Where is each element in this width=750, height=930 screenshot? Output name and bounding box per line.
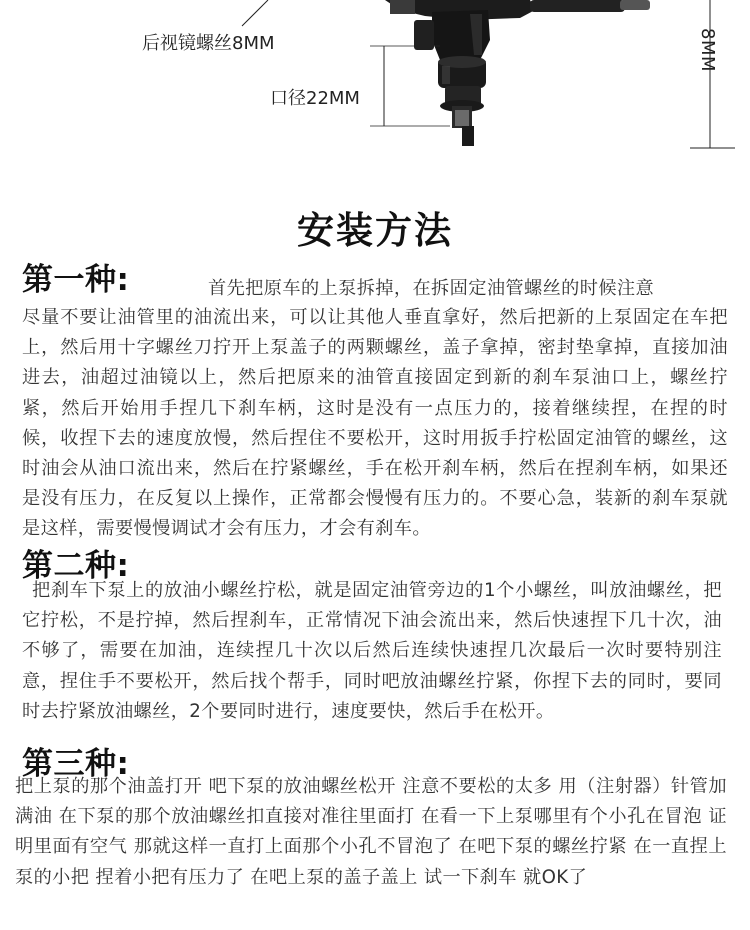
height-dimension-label: 8MM bbox=[697, 28, 718, 73]
section-title: 安装方法 bbox=[297, 209, 453, 252]
method-1-text: 尽量不要让油管里的油流出来，可以让其他人垂直拿好，然后把新的上泵固定在车把上，然后用十字螺丝刀拧开上泵盖子的两颗螺丝，盖子拿掉，密封垫拿掉，直接加油进去，油超过油镜以上，然后把原来的油管直接固定到新的刹车泵油口上，螺丝拧紧，然后开始用手捏几下刹车柄，这时是没有一点压力的，接着继续捏，在捏的时候，收捏下去的速度放慢，然后捏住不要松开，这时用扳手拧松固定油管的螺丝，这时油会从油口流出来，然后在拧紧螺丝，手在松开刹车柄，然后在捏刹车柄，如果还是没有压力，在反复以上操作，正常都会慢慢有压力的。不要心急，装新的刹车泵就是这样，需要慢慢调试才会有压力，才会有刹车。 bbox=[22, 307, 728, 540]
bore-size-label: 口径22MM bbox=[270, 88, 360, 109]
method-1-heading: 第一种: bbox=[22, 262, 130, 298]
screw-size-label: 后视镜螺丝8MM bbox=[142, 33, 275, 54]
method-1-first-line: 首先把原车的上泵拆掉，在拆固定油管螺丝的时候注意 bbox=[208, 278, 655, 299]
screw-leader-line bbox=[240, 0, 280, 28]
method-2-text: 把刹车下泵上的放油小螺丝拧松，就是固定油管旁边的1个小螺丝，叫放油螺丝，把它拧松，不是拧掉，然后捏刹车，正常情况下油会流出来，然后快速捏下几十次，油不够了，需要在加油，连续捏几十次以后然后连续快速捏几次最后一次时要特别注意，捏住手不要松开，然后找个帮手，同时吧放油螺丝拧紧，你捏下去的同时，要同时去拧紧放油螺丝，2个要同时进行，速度要快，然后手在松开。 bbox=[22, 580, 722, 722]
brake-pump-photo bbox=[370, 0, 670, 150]
height-dimension-line bbox=[690, 0, 740, 152]
method-3-text: 把上泵的那个油盖打开 吧下泵的放油螺丝松开 注意不要松的太多 用（注射器）针管加满油 在下泵的那个放油螺丝扣直接对准往里面打 在看一下上泵哪里有个小孔在冒泡 证明里面有空气 那就这样一直打上面那个小孔不冒泡了 在吧下泵的螺丝拧紧 在一直捏上泵的小把 捏着小把有压力了 在吧上泵的盖子盖上 试一下刹车 就OK了 bbox=[15, 776, 727, 888]
method-3-heading: 第三种: bbox=[22, 746, 130, 782]
method-2-heading: 第二种: bbox=[22, 548, 130, 584]
